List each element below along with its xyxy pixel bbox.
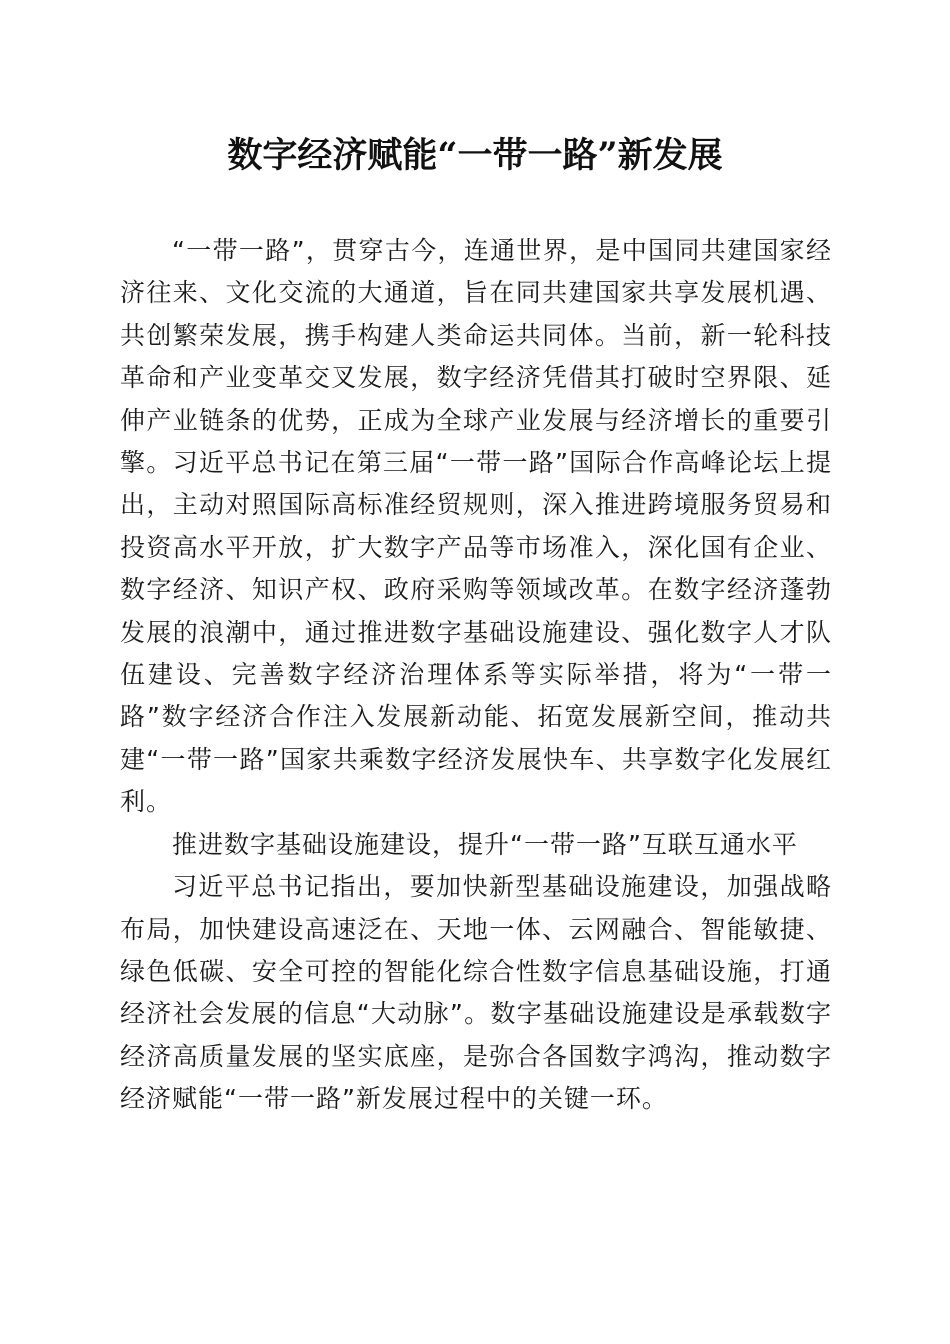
paragraph-intro: “一带一路”，贯穿古今，连通世界，是中国同共建国家经济往来、文化交流的大通道，旨在同共建国家共享发展机遇、共创繁荣发展，携手构建人类命运共同体。当前，新一轮科技革命和产业变革交叉发展，数字经济凭借其打破时空界限、延伸产业链条的优势，正成为全球产业发展与经济增长的重要引擎。习近平总书记在第三届“一带一路”国际合作高峰论坛上提出，主动对照国际高标准经贸规则，深入推进跨境服务贸易和投资高水平开放，扩大数字产品等市场准入，深化国有企业、数字经济、知识产权、政府采购等领域改革。在数字经济蓬勃发展的浪潮中，通过推进数字基础设施建设、强化数字人才队伍建设、完善数字经济治理体系等实际举措，将为“一带一路”数字经济合作注入发展新动能、拓宽发展新空间，推动共建“一带一路”国家共乘数字经济发展快车、共享数字化发展红利。 bbox=[120, 236, 832, 817]
document-body bbox=[120, 230, 832, 1121]
section-heading: 推进数字基础设施建设，提升“一带一路”互联互通水平 bbox=[172, 829, 798, 859]
paragraph-infrastructure: 习近平总书记指出，要加快新型基础设施建设，加强战略布局，加快建设高速泛在、天地一体、云网融合、智能敏捷、绿色低碳、安全可控的智能化综合性数字信息基础设施，打通经济社会发展的信息“大动脉”。数字基础设施建设是承载数字经济高质量发展的坚实底座，是弥合各国数字鸿沟，推动数字经济赋能“一带一路”新发展过程中的关键一环。 bbox=[120, 872, 832, 1114]
document-title: 数字经济赋能“一带一路”新发展 bbox=[227, 135, 723, 176]
